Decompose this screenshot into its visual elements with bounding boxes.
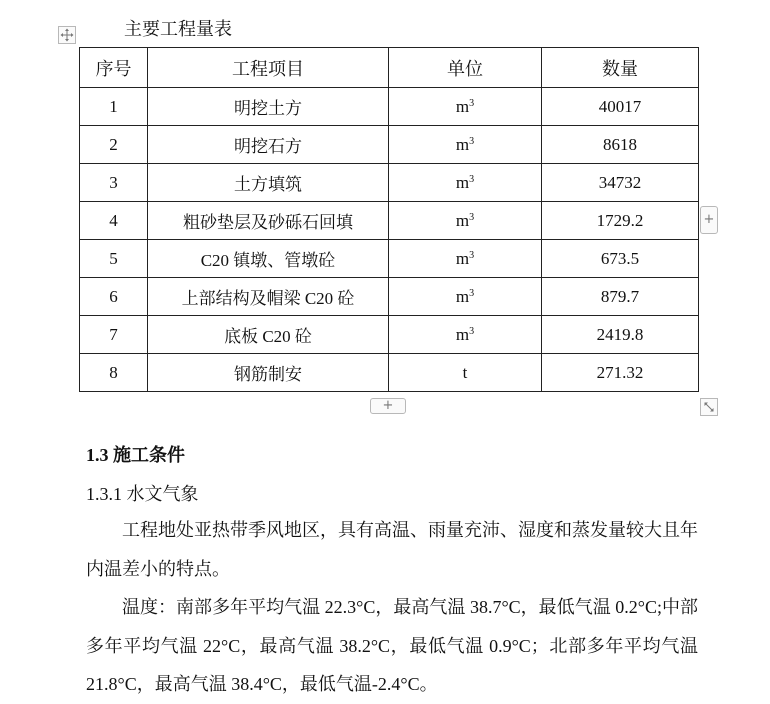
cell-qty: 673.5 — [542, 240, 699, 278]
cell-unit — [389, 240, 542, 278]
table-move-handle[interactable] — [58, 26, 76, 44]
header-item: 工程项目 — [148, 48, 389, 88]
cell-unit — [389, 164, 542, 202]
table-row — [80, 202, 699, 240]
cell-unit — [389, 88, 542, 126]
table-row — [80, 240, 699, 278]
cell-no: 2 — [80, 126, 148, 164]
cell-no: 7 — [80, 316, 148, 354]
cell-item: 上部结构及帽梁 C20 砼 — [148, 278, 389, 316]
cell-qty: 8618 — [542, 126, 699, 164]
cell-no: 6 — [80, 278, 148, 316]
unit-text: m — [455, 324, 470, 344]
body-text — [86, 511, 698, 704]
unit-superscript: 3 — [469, 97, 475, 109]
cell-no: 4 — [80, 202, 148, 240]
table-header-row — [80, 48, 699, 88]
table-row — [80, 354, 699, 392]
table-row — [80, 126, 699, 164]
cell-unit — [389, 202, 542, 240]
cell-qty: 879.7 — [542, 278, 699, 316]
cell-no: 1 — [80, 88, 148, 126]
cell-qty: 271.32 — [542, 354, 699, 392]
table-row — [80, 316, 699, 354]
unit-text: m — [455, 210, 470, 230]
add-row-button[interactable]: + — [370, 398, 406, 414]
header-qty: 数量 — [542, 48, 699, 88]
unit-text: m — [455, 96, 470, 116]
unit-superscript: 3 — [469, 249, 475, 261]
cell-qty: 34732 — [542, 164, 699, 202]
add-column-button[interactable]: + — [700, 206, 718, 234]
cell-item: 粗砂垫层及砂砾石回填 — [148, 202, 389, 240]
cell-item: 钢筋制安 — [148, 354, 389, 392]
table-row — [80, 278, 699, 316]
unit-superscript: 3 — [469, 173, 475, 185]
move-arrows-icon — [60, 28, 74, 42]
table-caption: 主要工程量表 — [124, 19, 232, 39]
cell-no: 5 — [80, 240, 148, 278]
unit-superscript: 3 — [469, 325, 475, 337]
subsection-heading: 1.3.1 水文气象 — [86, 484, 199, 504]
cell-qty: 40017 — [542, 88, 699, 126]
unit-superscript: 3 — [469, 135, 475, 147]
unit-text: m — [455, 172, 470, 192]
cell-item: 明挖石方 — [148, 126, 389, 164]
quantity-table — [79, 47, 699, 392]
header-no: 序号 — [80, 48, 148, 88]
unit-text: m — [455, 248, 470, 268]
paragraph: 工程地处亚热带季风地区，具有高温、雨量充沛、湿度和蒸发量较大且年内温差小的特点。 — [86, 520, 698, 579]
cell-qty: 2419.8 — [542, 316, 699, 354]
section-heading: 1.3 施工条件 — [86, 445, 185, 465]
cell-no: 3 — [80, 164, 148, 202]
unit-text: m — [455, 286, 470, 306]
unit-superscript: 3 — [469, 211, 475, 223]
cell-unit — [389, 278, 542, 316]
unit-text: m — [455, 134, 470, 154]
cell-item: C20 镇墩、管墩砼 — [148, 240, 389, 278]
unit-superscript: 3 — [469, 287, 475, 299]
cell-item: 土方填筑 — [148, 164, 389, 202]
cell-qty: 1729.2 — [542, 202, 699, 240]
cell-unit — [389, 126, 542, 164]
resize-diagonal-icon — [703, 401, 715, 413]
cell-unit — [389, 316, 542, 354]
table-resize-handle[interactable] — [700, 398, 718, 416]
cell-no: 8 — [80, 354, 148, 392]
header-unit: 单位 — [389, 48, 542, 88]
cell-item: 底板 C20 砼 — [148, 316, 389, 354]
unit-text: t — [462, 362, 468, 382]
cell-unit — [389, 354, 542, 392]
cell-item: 明挖土方 — [148, 88, 389, 126]
table-row — [80, 164, 699, 202]
table-row — [80, 88, 699, 126]
paragraph: 温度：南部多年平均气温 22.3°C，最高气温 38.7°C，最低气温 0.2°C;中部多年平均气温 22°C，最高气温 38.2°C，最低气温 0.9°C；北部多年平均气温 21.8°C，最高气温 38.4°C，最低气温-2.4°C。 — [86, 597, 698, 694]
